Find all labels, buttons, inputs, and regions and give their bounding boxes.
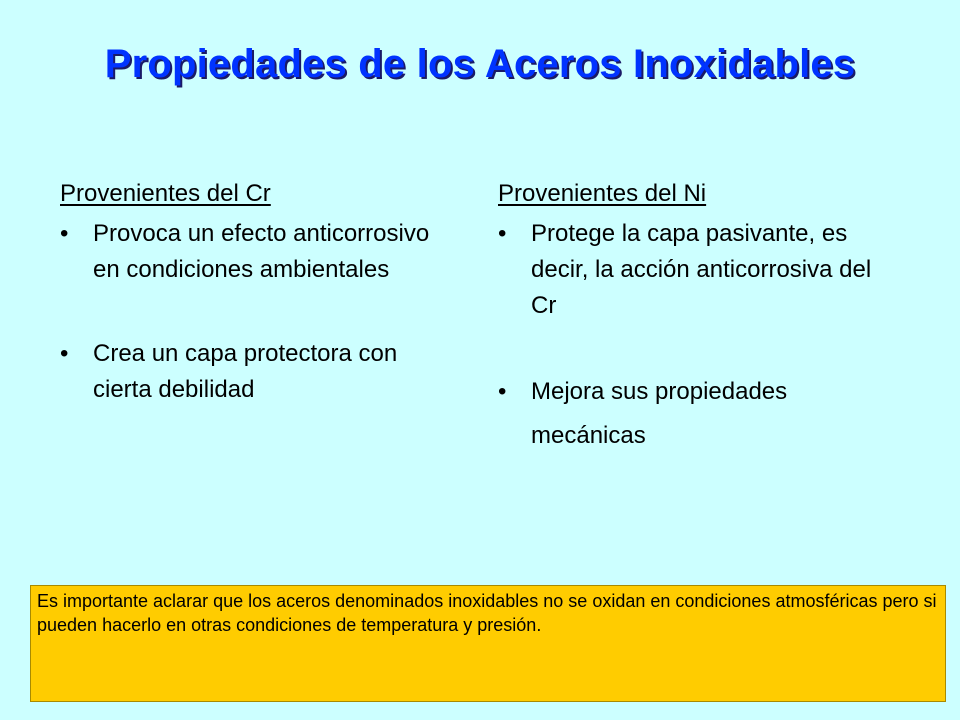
bullet-icon: • (60, 220, 69, 247)
chromium-properties-column (60, 176, 460, 408)
bullet-icon: • (498, 378, 507, 405)
note-box (30, 585, 946, 702)
list-item (60, 336, 460, 408)
nickel-bullet-list (498, 216, 898, 458)
bullet-icon: • (498, 220, 507, 247)
note-text: Es importante aclarar que los aceros denominados inoxidables no se oxidan en condiciones atmosféricas pero si pueden hacerlo en otras condiciones de temperatura y presión. (37, 591, 937, 635)
list-item (498, 370, 898, 458)
bullet-text: Protege la capa pasivante, es decir, la acción anticorrosiva del Cr (531, 220, 872, 319)
bullet-text: Mejora sus propiedades mecánicas (531, 378, 788, 449)
bullet-text: Crea un capa protectora con cierta debilidad (93, 340, 398, 403)
nickel-properties-column (498, 176, 898, 458)
chromium-heading: Provenientes del Cr (60, 180, 271, 207)
list-item (498, 216, 898, 324)
bullet-text: Provoca un efecto anticorrosivo en condiciones ambientales (93, 220, 430, 283)
list-item (60, 216, 460, 288)
slide-title: Propiedades de los Aceros Inoxidables (104, 42, 856, 86)
chromium-bullet-list (60, 216, 460, 408)
bullet-icon: • (60, 340, 69, 367)
nickel-heading: Provenientes del Ni (498, 180, 707, 207)
